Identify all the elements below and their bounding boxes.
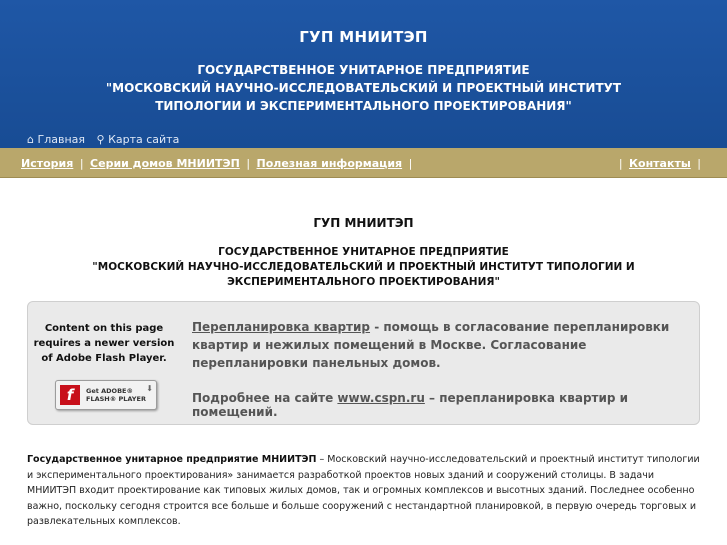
download-arrow-icon: ⬇: [146, 384, 153, 393]
org-line-3: ТИПОЛОГИИ И ЭКСПЕРИМЕНТАЛЬНОГО ПРОЕКТИРОВАНИЯ": [155, 99, 572, 113]
nav-separator: |: [246, 157, 251, 170]
promo-more-info: [192, 391, 692, 419]
org-line-2: "МОСКОВСКИЙ НАУЧНО-ИССЛЕДОВАТЕЛЬСКИЙ И ПРОЕКТНЫЙ ИНСТИТУТ: [105, 81, 622, 95]
get-flash-player-button[interactable]: [55, 380, 157, 410]
flash-badge-line-1: Get ADOBE®: [86, 387, 133, 395]
site-title: ГУП МНИИТЭП: [299, 28, 428, 46]
subtitle-line-1: ГОСУДАРСТВЕННОЕ УНИТАРНОЕ ПРЕДПРИЯТИЕ: [218, 246, 509, 258]
promo-text-1: - помощь в согласование перепланировки квартир и нежилых помещений в Москве. Согласование перепланировки панельных домов.: [192, 320, 670, 370]
flash-badge-text: [86, 387, 146, 403]
home-link-label: Главная: [37, 133, 85, 146]
page-title: ГУП МНИИТЭП: [313, 216, 414, 230]
promo-text-2-suffix: – перепланировка квартир и помещений.: [192, 391, 629, 419]
nav-separator: |: [79, 157, 84, 170]
org-line-1: ГОСУДАРСТВЕННОЕ УНИТАРНОЕ ПРЕДПРИЯТИЕ: [197, 63, 530, 77]
nav-left: [21, 157, 415, 170]
page-subtitle: [20, 245, 707, 290]
subtitle-line-2: "МОСКОВСКИЙ НАУЧНО-ИССЛЕДОВАТЕЛЬСКИЙ И ПРОЕКТНЫЙ ИНСТИТУТ ТИПОЛОГИИ И ЭКСПЕРИМЕНТАЛЬНОГО ПРОЕКТИРОВАНИЯ": [92, 261, 635, 288]
home-icon: ⌂: [27, 133, 34, 146]
nav-contacts[interactable]: Контакты: [629, 157, 691, 170]
promo-description: [192, 318, 692, 372]
nav-useful-info[interactable]: Полезная информация: [256, 157, 403, 170]
main-nav: [0, 148, 727, 178]
sitemap-icon: ⚲: [96, 133, 105, 146]
home-link[interactable]: [27, 133, 89, 146]
sitemap-link[interactable]: [97, 133, 180, 146]
sitemap-link-label: Карта сайта: [108, 133, 180, 146]
flash-logo-icon: f: [60, 385, 80, 405]
nav-separator: |: [618, 157, 623, 170]
intro-text: – Московский научно-исследовательский и проектный институт типологии и экспериментального проектирования» занимается разработкой проектов новых зданий и сооружений столицы. В задачи МНИИТЭП входит проектирование как типовых жилых домов, так и огромных комплексов и высотных зданий. Последнее особенно важно, поскольку сегодня строится все больше и больше сооружений с нестандартной планировкой, в первую очередь торговых и развлекательных комплексов.: [27, 454, 700, 527]
nav-house-series[interactable]: Серии домов МНИИТЭП: [90, 157, 240, 170]
intro-lead: Государственное унитарное предприятие МНИИТЭП: [27, 454, 317, 465]
site-header: [0, 0, 727, 148]
intro-paragraph: [27, 452, 700, 530]
nav-separator: |: [697, 157, 701, 170]
flash-required-note: Content on this page requires a newer version of Adobe Flash Player.: [33, 323, 175, 364]
replanning-link[interactable]: Перепланировка квартир: [192, 320, 371, 334]
flash-badge-line-2: FLASH® PLAYER: [86, 395, 146, 403]
nav-right: [616, 157, 704, 170]
cspn-link[interactable]: www.cspn.ru: [337, 391, 425, 405]
promo-box: [27, 301, 700, 425]
top-links: [27, 133, 187, 146]
promo-text-2-prefix: Подробнее на сайте: [192, 391, 338, 405]
nav-history[interactable]: История: [21, 157, 74, 170]
org-name: [0, 61, 727, 115]
nav-separator: |: [408, 157, 413, 170]
